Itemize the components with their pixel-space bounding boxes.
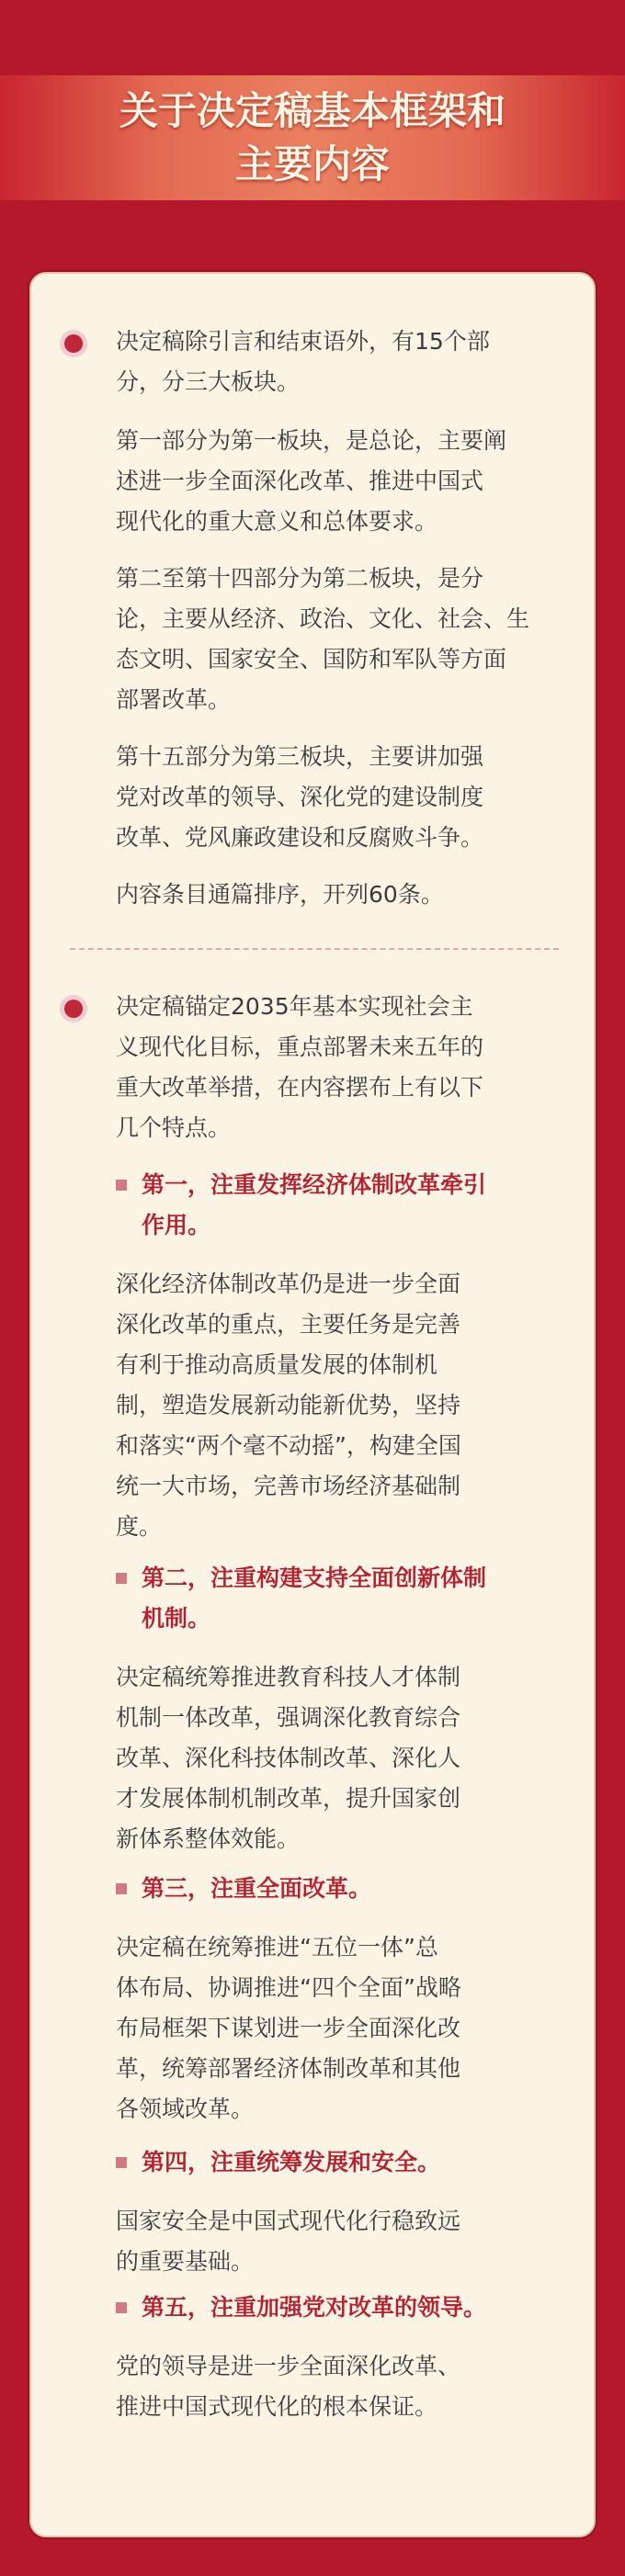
- section-1-paragraph-1: [116, 322, 594, 402]
- item-4-body: [116, 2201, 594, 2282]
- item-4-heading: [142, 2142, 592, 2183]
- item-5-square-icon: [116, 2302, 127, 2313]
- item-4-square-icon: [116, 2157, 127, 2168]
- text-line: 革，统筹部署经济体制改革和其他: [116, 2055, 461, 2082]
- text-line: 改革、党风廉政建设和反腐败斗争。: [116, 824, 484, 851]
- item-2-square-icon: [116, 1573, 127, 1584]
- heading-line: 第一，注重发挥经济体制改革牵引: [142, 1171, 487, 1198]
- heading-line: 第五，注重加强党对改革的领导。: [142, 2294, 487, 2321]
- text-line: 分，分三大板块。: [116, 368, 301, 395]
- item-3-square-icon: [116, 1883, 127, 1894]
- text-line: 决定稿统筹推进教育科技人才体制: [116, 1664, 461, 1690]
- text-line: 体布局、协调推进“四个全面”战略: [116, 1974, 461, 2001]
- content-card: [29, 272, 596, 2537]
- section-1-paragraph-4: [116, 737, 594, 858]
- section-1-paragraph-5: [116, 875, 594, 915]
- item-3-heading: [142, 1869, 592, 1909]
- item-1-body: [116, 1264, 594, 1547]
- text-line: 和落实“两个毫不动摇”，构建全国: [116, 1432, 461, 1459]
- section-divider: [70, 948, 559, 950]
- text-line: 各领域改革。: [116, 2096, 255, 2122]
- text-line: 机制一体改革，强调深化教育综合: [116, 1704, 461, 1731]
- text-line: 布局框架下谋划进一步全面深化改: [116, 2015, 461, 2041]
- text-line: 国家安全是中国式现代化行稳致远: [116, 2208, 461, 2234]
- text-line: 论，主要从经济、政治、文化、社会、生: [116, 605, 530, 632]
- text-line: 内容条目通篇排序，开列60条。: [116, 881, 444, 908]
- heading-line: 第三，注重全面改革。: [142, 1875, 372, 1902]
- text-line: 第十五部分为第三板块，主要讲加强: [116, 743, 484, 770]
- text-line: 决定稿除引言和结束语外，有15个部: [116, 328, 490, 355]
- text-line: 的重要基础。: [116, 2248, 255, 2275]
- text-line: 义现代化目标，重点部署未来五年的: [116, 1034, 484, 1060]
- text-line: 深化改革的重点，主要任务是完善: [116, 1311, 461, 1338]
- text-line: 决定稿锚定2035年基本实现社会主: [116, 993, 473, 1020]
- heading-line: 第四，注重统筹发展和安全。: [142, 2149, 441, 2175]
- text-line: 决定稿在统筹推进“五位一体”总: [116, 1934, 438, 1960]
- text-line: 才发展体制机制改革，提升国家创: [116, 1785, 461, 1812]
- section-2-intro: [116, 987, 594, 1148]
- section-1-bullet-icon: [64, 334, 83, 353]
- item-3-body: [116, 1927, 594, 2130]
- text-line: 统一大市场，完善市场经济基础制: [116, 1473, 461, 1499]
- text-line: 度。: [116, 1513, 163, 1540]
- item-5-body: [116, 2346, 594, 2427]
- page-title: [0, 85, 625, 191]
- text-line: 党的领导是进一步全面深化改革、: [116, 2353, 461, 2379]
- text-line: 部署改革。: [116, 686, 232, 713]
- item-1-square-icon: [116, 1180, 127, 1191]
- section-1-paragraph-3: [116, 559, 594, 720]
- text-line: 重大改革举措，在内容摆布上有以下: [116, 1074, 484, 1101]
- section-1-paragraph-2: [116, 421, 594, 542]
- text-line: 党对改革的领导、深化党的建设制度: [116, 784, 484, 810]
- item-5-heading: [142, 2288, 592, 2328]
- text-line: 新体系整体效能。: [116, 1825, 301, 1852]
- text-line: 改革、深化科技体制改革、深化人: [116, 1745, 461, 1771]
- page-title-line-1: 关于决定稿基本框架和: [119, 88, 506, 133]
- text-line: 现代化的重大意义和总体要求。: [116, 508, 438, 535]
- heading-line: 第二，注重构建支持全面创新体制: [142, 1565, 487, 1591]
- text-line: 深化经济体制改革仍是进一步全面: [116, 1271, 461, 1297]
- text-line: 有利于推动高质量发展的体制机: [116, 1351, 438, 1378]
- text-line: 推进中国式现代化的根本保证。: [116, 2393, 438, 2420]
- item-2-heading: [142, 1558, 592, 1639]
- item-1-heading: [142, 1165, 592, 1246]
- item-2-body: [116, 1657, 594, 1859]
- text-line: 制，塑造发展新动能新优势，坚持: [116, 1392, 461, 1418]
- heading-line: 作用。: [142, 1212, 211, 1238]
- text-line: 态文明、国家安全、国防和军队等方面: [116, 646, 507, 672]
- text-line: 述进一步全面深化改革、推进中国式: [116, 468, 484, 494]
- section-2-bullet-icon: [64, 1000, 83, 1018]
- text-line: 几个特点。: [116, 1114, 232, 1141]
- page-title-line-2: 主要内容: [234, 141, 390, 186]
- text-line: 第二至第十四部分为第二板块，是分: [116, 565, 484, 592]
- heading-line: 机制。: [142, 1605, 211, 1632]
- text-line: 第一部分为第一板块，是总论，主要阐: [116, 427, 507, 454]
